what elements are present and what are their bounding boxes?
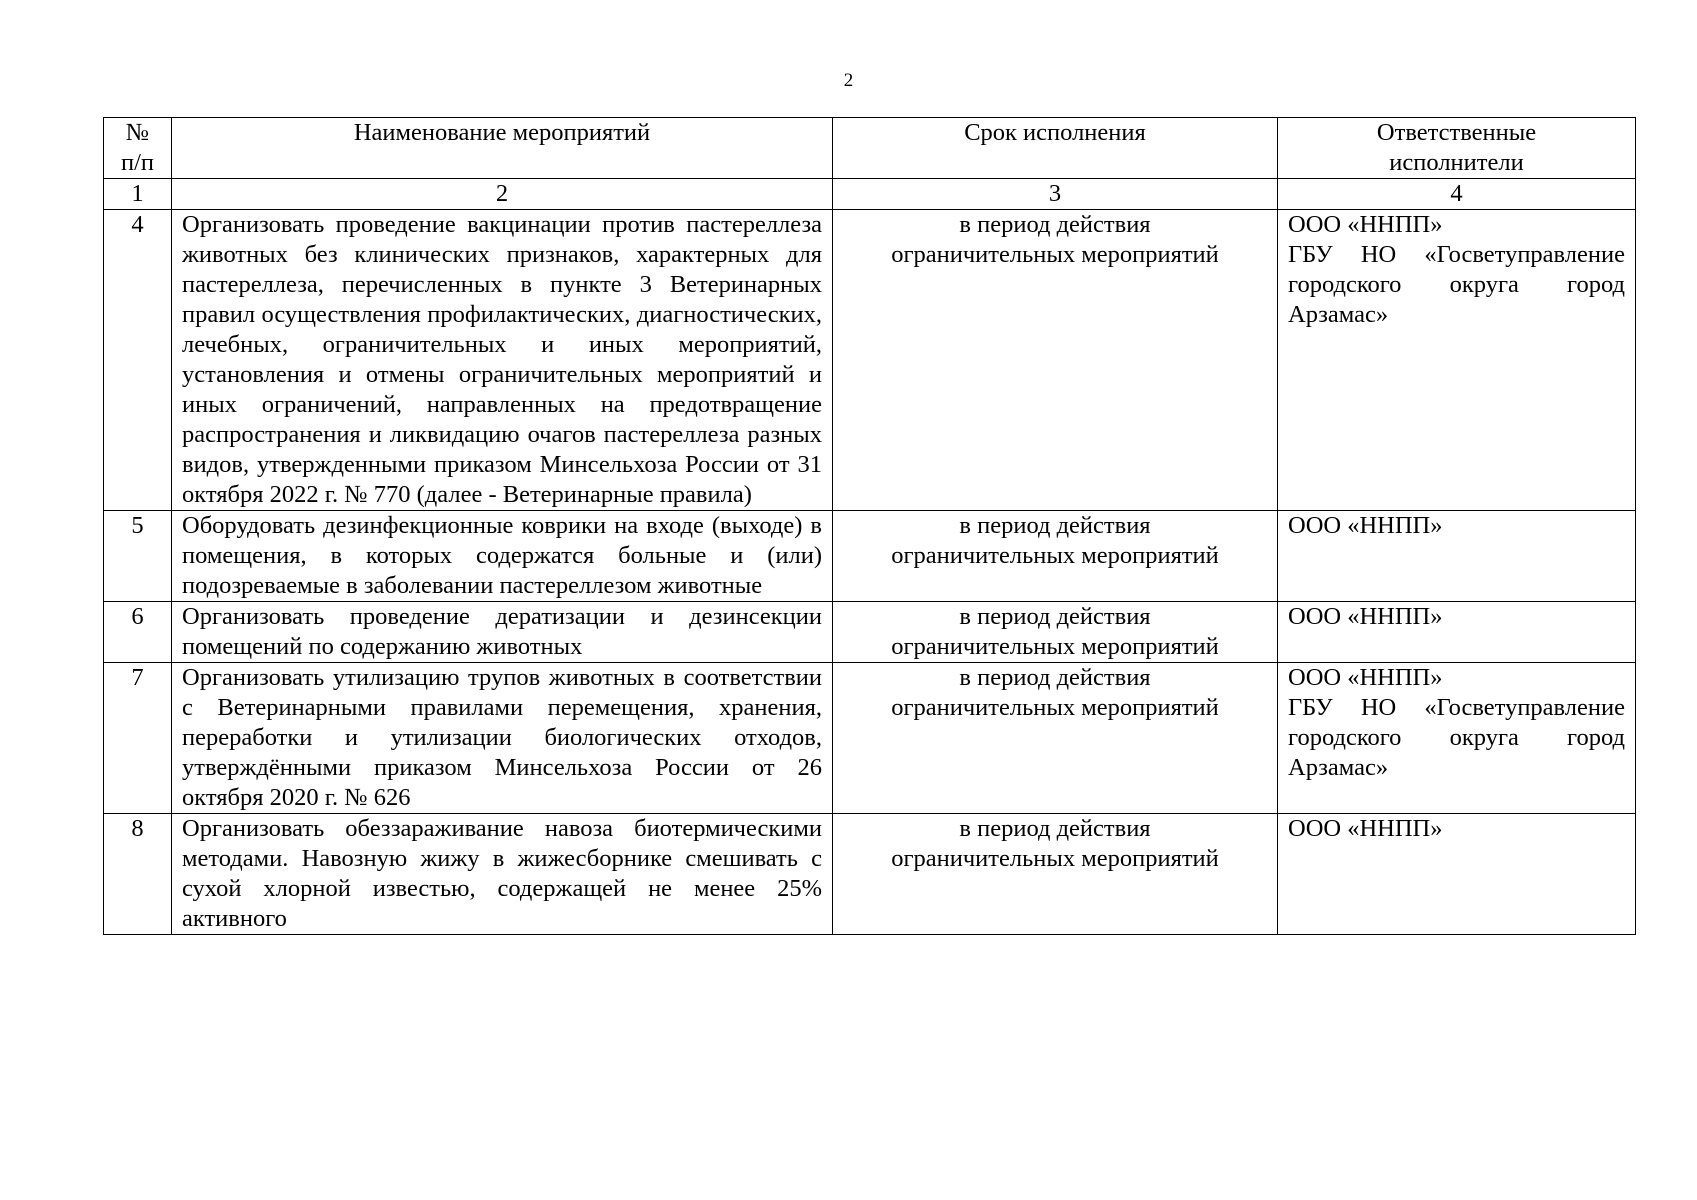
header-number: № п/п — [104, 118, 172, 179]
measure-name: Организовать проведение вакцинации против пастереллеза животных без клинических признаков, характерных для пастереллеза, перечисленных в пункте 3 Ветеринарных правил осуществления профилактических, диагностических, лечебных, ограничительных и иных мероприятий, установления и отмены ограничительных мероприятий и иных ограничений, направленных на предотвращение распространения и ликвидацию очагов пастереллеза разных видов, утвержденными приказом Минсельхоза России от 31 октября 2022 г. № 770 (далее - Ветеринарные правила) — [172, 210, 833, 511]
responsible-organization: ООО «ННПП» — [1288, 815, 1443, 842]
measure-responsible — [1278, 210, 1636, 511]
table-row — [104, 814, 1636, 935]
page-number: 2 — [843, 70, 854, 91]
measure-term: в период действия ограничительных мероприятий — [833, 663, 1278, 814]
table-row — [104, 663, 1636, 814]
measure-name: Организовать утилизацию трупов животных в соответствии с Ветеринарными правилами перемещения, хранения, переработки и утилизации биологических отходов, утверждёнными приказом Минсельхоза России от 26 октября 2020 г. № 626 — [172, 663, 833, 814]
index-cell: 1 — [104, 179, 172, 210]
measure-responsible — [1278, 814, 1636, 935]
measure-responsible — [1278, 663, 1636, 814]
row-number: 4 — [104, 210, 172, 511]
responsible-organization: ООО «ННПП» — [1288, 512, 1443, 539]
header-name: Наименование мероприятий — [172, 118, 833, 179]
responsible-organization: ГБУ НО «Госветуправление городского округа город Арзамас» — [1288, 694, 1625, 781]
table-row — [104, 602, 1636, 663]
responsible-organization: ГБУ НО «Госветуправление городского округа город Арзамас» — [1288, 241, 1625, 328]
table-header-row — [104, 118, 1636, 179]
table-row — [104, 210, 1636, 511]
table-body — [104, 210, 1636, 935]
measure-name: Оборудовать дезинфекционные коврики на входе (выходе) в помещения, в которых содержатся больные и (или) подозреваемые в заболевании пастереллезом животные — [172, 511, 833, 602]
measure-term: в период действия ограничительных мероприятий — [833, 814, 1278, 935]
measure-responsible — [1278, 511, 1636, 602]
measure-name: Организовать обеззараживание навоза биотермическими методами. Навозную жижу в жижесборнике смешивать с сухой хлорной известью, содержащей не менее 25% активного — [172, 814, 833, 935]
table-index-row — [104, 179, 1636, 210]
responsible-organization: ООО «ННПП» — [1288, 211, 1443, 238]
table-row — [104, 511, 1636, 602]
row-number: 8 — [104, 814, 172, 935]
measures-table — [103, 117, 1636, 935]
measure-term: в период действия ограничительных мероприятий — [833, 511, 1278, 602]
row-number: 5 — [104, 511, 172, 602]
index-cell: 2 — [172, 179, 833, 210]
responsible-organization: ООО «ННПП» — [1288, 664, 1443, 691]
measure-term: в период действия ограничительных мероприятий — [833, 602, 1278, 663]
header-responsible: Ответственные исполнители — [1278, 118, 1636, 179]
row-number: 6 — [104, 602, 172, 663]
row-number: 7 — [104, 663, 172, 814]
measure-term: в период действия ограничительных мероприятий — [833, 210, 1278, 511]
index-cell: 3 — [833, 179, 1278, 210]
header-term: Срок исполнения — [833, 118, 1278, 179]
measure-name: Организовать проведение дератизации и дезинсекции помещений по содержанию животных — [172, 602, 833, 663]
responsible-organization: ООО «ННПП» — [1288, 603, 1443, 630]
measure-responsible — [1278, 602, 1636, 663]
index-cell: 4 — [1278, 179, 1636, 210]
